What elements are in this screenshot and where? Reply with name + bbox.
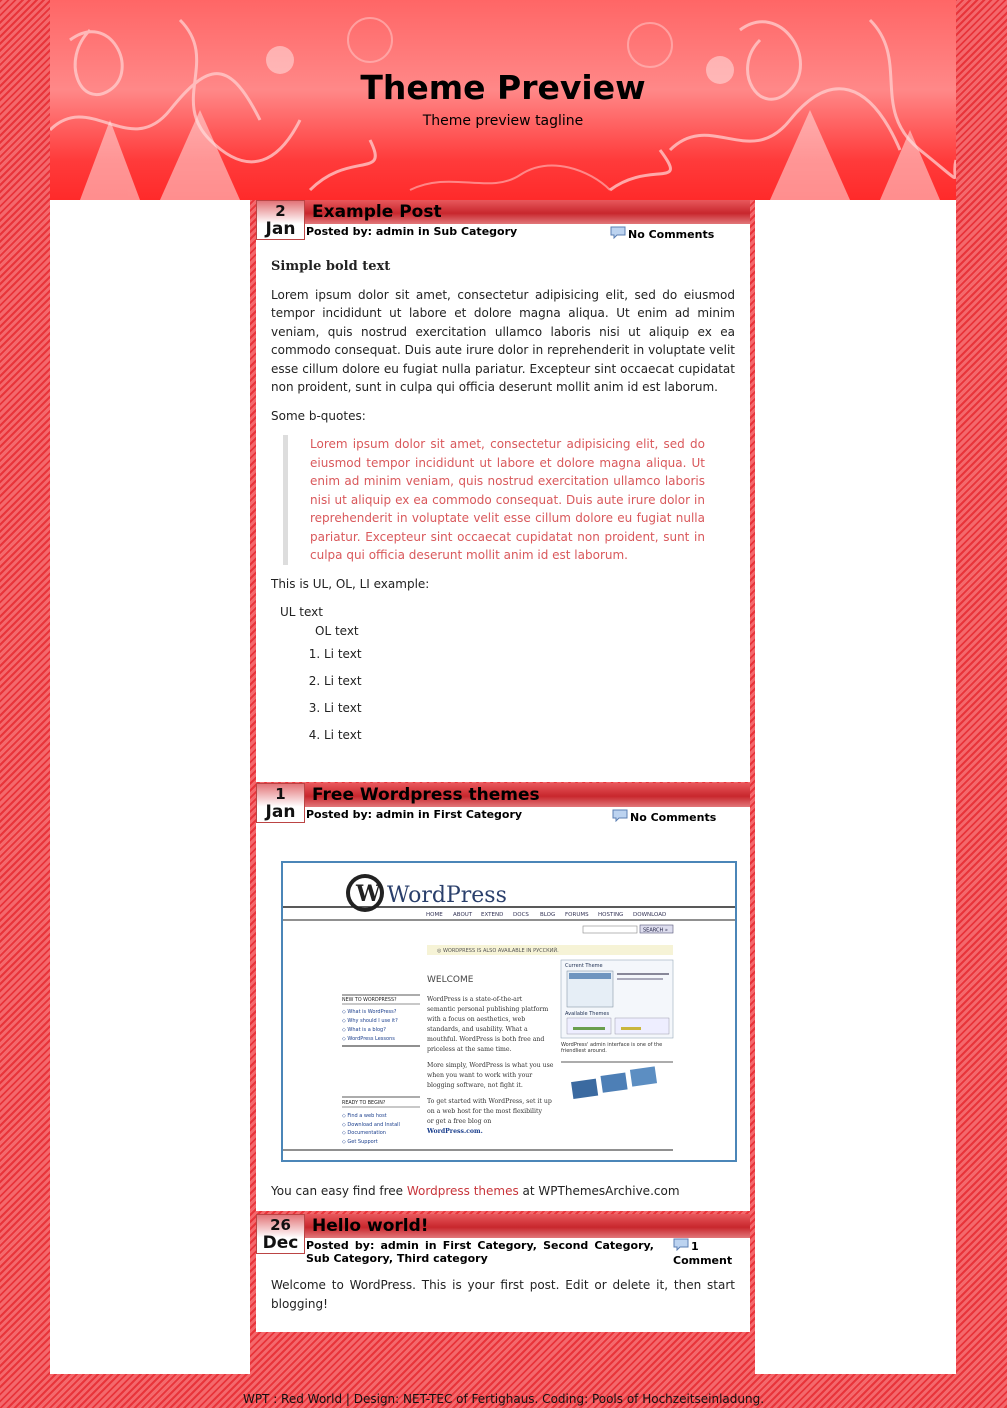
svg-text:◇ Documentation: ◇ Documentation (342, 1130, 386, 1136)
date-month: Jan (265, 219, 296, 239)
ul-item (280, 603, 735, 745)
wp-logo-text: WordPress (387, 883, 507, 908)
svg-text:◇ What is a blog?: ◇ What is a blog? (342, 1027, 386, 1033)
list-item: 3. Li text (324, 699, 735, 718)
svg-text:READY TO BEGIN?: READY TO BEGIN? (342, 1101, 386, 1106)
svg-text:NEW TO WORDPRESS?: NEW TO WORDPRESS? (342, 998, 397, 1003)
svg-text:friendliest around.: friendliest around. (561, 1048, 607, 1054)
wp-nav-item: HOME (426, 912, 443, 918)
wp-nav-item: DOCS (513, 912, 529, 918)
site-tagline: Theme preview tagline (422, 113, 584, 129)
comment-bubble-icon (610, 226, 626, 239)
svg-text:◇ WordPress Lessons: ◇ WordPress Lessons (342, 1036, 395, 1042)
post-byline[interactable]: Posted by: admin in First Category (306, 808, 523, 821)
site-header (50, 0, 956, 200)
svg-text:blogging software, not fight i: blogging software, not fight it. (427, 1082, 523, 1089)
svg-text:◇ Download and Install: ◇ Download and Install (342, 1122, 400, 1128)
list-item: 4. Li text (324, 726, 735, 745)
comment-bubble-icon (673, 1238, 689, 1251)
paragraph: Welcome to WordPress. This is your first post. Edit or delete it, then start blogging! (271, 1278, 735, 1311)
site-title[interactable]: Theme Preview (360, 68, 646, 107)
right-sidebar (755, 200, 956, 1374)
svg-text:To get started with WordPress,: To get started with WordPress, set it up (427, 1098, 552, 1105)
svg-text:◎ WORDPRESS IS ALSO AVAILABLE: ◎ WORDPRESS IS ALSO AVAILABLE IN РУССКИЙ. (437, 948, 559, 954)
svg-text:More simply, WordPress is what: More simply, WordPress is what you use (427, 1062, 554, 1069)
post-example (256, 200, 750, 782)
bold-heading: Simple bold text (271, 259, 391, 274)
post-meta (256, 1238, 750, 1276)
paragraph: Some b-quotes: (271, 408, 366, 423)
post-entry (256, 1276, 750, 1313)
list-item: 1. Li text (324, 645, 735, 664)
wp-nav-item: FORUMS (565, 912, 589, 918)
page-wrapper (50, 0, 956, 1374)
svg-text:Available Themes: Available Themes (565, 1011, 610, 1017)
comments-count: 1 (691, 1240, 699, 1253)
svg-text:priceless at the same time.: priceless at the same time. (427, 1046, 512, 1053)
ol-label: OL text (315, 623, 359, 638)
site-footer: WPT : Red World | Design: NET-TEC of Fertighaus. Coding: Pools of Hochzeitseinladung. (242, 1392, 765, 1406)
svg-text:WordPress.com.: WordPress.com. (427, 1128, 483, 1135)
wp-nav-item: EXTEND (481, 912, 504, 918)
date-day: 1 (275, 785, 286, 803)
comments-label: No Comments (628, 228, 715, 241)
post-title[interactable]: Example Post (312, 202, 442, 222)
post-meta (256, 807, 750, 841)
svg-text:WordPress' admin interface is: WordPress' admin interface is one of the (561, 1042, 663, 1048)
wp-nav-item: BLOG (540, 912, 556, 918)
wp-search-button: SEARCH » (643, 927, 668, 934)
post-title[interactable]: Hello world! (312, 1216, 429, 1236)
date-day: 26 (270, 1216, 291, 1234)
svg-text:◇ Why should I use it?: ◇ Why should I use it? (342, 1018, 398, 1024)
wordpress-themes-link[interactable]: Wordpress themes (406, 1184, 519, 1198)
ul-text: UL text (280, 605, 323, 619)
comments-link[interactable] (610, 226, 714, 241)
svg-text:standards, and usability. What: standards, and usability. What a (427, 1026, 528, 1033)
post-byline[interactable]: Posted by: admin in First Category, Second Category, Sub Category, Third category (306, 1239, 654, 1265)
list-item: 2. Li text (324, 672, 735, 691)
wordpress-site-mockup (283, 863, 735, 1160)
svg-text:or get a free blog on: or get a free blog on (427, 1118, 492, 1125)
svg-text:WELCOME: WELCOME (427, 975, 474, 985)
post-meta (256, 224, 750, 258)
date-box (256, 200, 305, 240)
svg-text:Current Theme: Current Theme (565, 963, 603, 969)
text-after-link: at WPThemesArchive.com (522, 1184, 680, 1198)
ordered-list (280, 645, 735, 745)
svg-text:with a focus on aesthetics, we: with a focus on aesthetics, web (427, 1016, 526, 1023)
svg-text:on a web host for the most fle: on a web host for the most flexibility (427, 1108, 542, 1115)
blockquote: Lorem ipsum dolor sit amet, consectetur adipisicing elit, sed do eiusmod tempor incididunt ut labore et dolore magna aliqua. Ut enim ad minim veniam, quis nostrud exercitation ullamco laboris nisi ut aliquip ex ea commodo consequat. Duis aute irure dolor in reprehenderit in voluptate velit esse cillum dolore eu fugiat nulla pariatur. Excepteur sint occaecat cupidatat non proident, sunt in culpa qui officia deserunt mollit anim id est laborum. (283, 435, 705, 565)
post-title[interactable]: Free Wordpress themes (312, 785, 540, 805)
comment-bubble-icon (612, 809, 628, 822)
paragraph: Lorem ipsum dolor sit amet, consectetur adipisicing elit, sed do eiusmod tempor incididunt ut labore et dolore magna aliqua. Ut enim ad minim veniam, quis nostrud exercitation ullamco laboris nisi ut aliquip ex ea commodo consequat. Duis aute irure dolor in reprehenderit in voluptate velit esse cillum dolore eu fugiat nulla pariatur. Excepteur sint occaecat cupidatat non proident, sunt in culpa qui officia deserunt mollit anim id est laborum. (271, 287, 735, 394)
date-month: Jan (265, 802, 296, 822)
post-hello-world (256, 1214, 750, 1332)
wp-nav-item: DOWNLOAD (633, 912, 667, 918)
post-entry (256, 861, 750, 1201)
comments-link[interactable] (612, 809, 716, 824)
post-byline[interactable]: Posted by: admin in Sub Category (306, 225, 518, 238)
comments-label: No Comments (630, 811, 717, 824)
date-day: 2 (275, 202, 286, 220)
paragraph (271, 1182, 735, 1201)
svg-text:◇ Find a web host: ◇ Find a web host (342, 1113, 387, 1119)
svg-text:when you want to work with you: when you want to work with your (427, 1072, 533, 1079)
comments-link[interactable] (673, 1238, 732, 1268)
wp-nav-item: HOSTING (598, 912, 624, 918)
wp-nav-item: ABOUT (453, 912, 473, 918)
left-sidebar (50, 200, 250, 1374)
svg-text:◇ What is WordPress?: ◇ What is WordPress? (342, 1009, 397, 1015)
post-entry (256, 258, 750, 745)
comments-label: Comment (673, 1254, 733, 1267)
unordered-list (271, 603, 735, 745)
wordpress-screenshot-image (281, 861, 737, 1162)
date-box (256, 1214, 305, 1254)
svg-text:mouthful. WordPress is both fr: mouthful. WordPress is both free and (427, 1036, 545, 1043)
post-free-themes (256, 783, 750, 1211)
svg-text:WordPress is a state-of-the-ar: WordPress is a state-of-the-art (427, 996, 523, 1003)
svg-text:◇ Get Support: ◇ Get Support (342, 1139, 378, 1145)
paragraph: This is UL, OL, LI example: (271, 576, 430, 591)
date-month: Dec (262, 1233, 299, 1253)
text-before-link: You can easy find free (271, 1184, 404, 1198)
svg-text:semantic personal publishing p: semantic personal publishing platform (427, 1006, 549, 1013)
svg-text:W: W (356, 881, 381, 907)
date-box (256, 783, 305, 823)
